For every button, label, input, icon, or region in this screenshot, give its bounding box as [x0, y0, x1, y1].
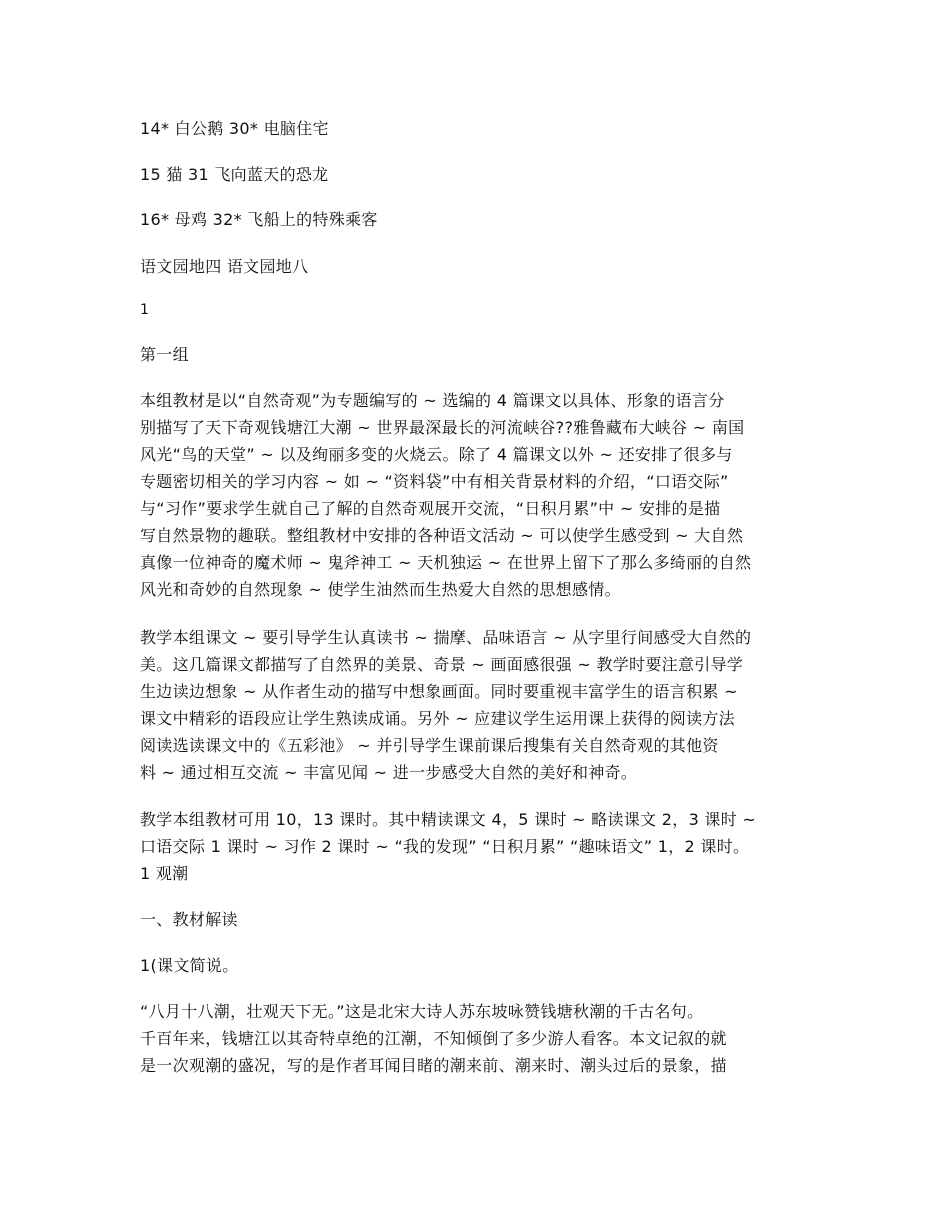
lesson-title: 1 观潮	[140, 864, 189, 883]
paragraph-line: 阅读选读课文中的《五彩池》 ~ 并引导学生课前课后搜集有关自然奇观的其他资	[140, 736, 719, 755]
paragraph-line: 风光和奇妙的自然现象 ~ 使学生油然而生热爱大自然的思想感情。	[140, 580, 621, 599]
paragraph-line: 风光“鸟的天堂” ~ 以及绚丽多变的火烧云。除了 4 篇课文以外 ~ 还安排了很多与	[140, 445, 733, 464]
toc-row-3: 16* 母鸡 32* 飞船上的特殊乘客	[140, 210, 378, 229]
paragraph-line: 教学本组课文 ~ 要引导学生认真读书 ~ 揣摩、品味语言 ~ 从字里行间感受大自然的	[140, 628, 752, 647]
section-heading: 一、教材解读	[140, 910, 238, 929]
paragraph-line: 专题密切相关的学习内容 ~ 如 ~ “资料袋”中有相关背景材料的介绍，“口语交际”	[140, 472, 729, 491]
paragraph-line: “八月十八潮，壮观天下无。”这是北宋大诗人苏东坡咏赞钱塘秋潮的千古名句。	[140, 1002, 704, 1021]
paragraph-line: 教学本组教材可用 10，13 课时。其中精读课文 4，5 课时 ~ 略读课文 2，3 课时 ~	[140, 810, 757, 829]
paragraph-line: 生边读边想象 ~ 从作者生动的描写中想象画面。同时要重视丰富学生的语言积累 ~	[140, 682, 738, 701]
paragraph-line: 口语交际 1 课时 ~ 习作 2 课时 ~ “我的发现” “日积月累” “趣味语文” 1，2 课时。	[140, 837, 750, 856]
paragraph-2	[140, 624, 812, 786]
paragraph-line: 真像一位神奇的魔术师 ~ 鬼斧神工 ~ 天机独运 ~ 在世界上留下了那么多绮丽的自然	[140, 553, 752, 572]
paragraph-line: 千百年来，钱塘江以其奇特卓绝的江潮，不知倾倒了多少游人看客。本文记叙的就	[140, 1029, 727, 1048]
paragraph-1	[140, 387, 812, 603]
paragraph-line: 别描写了天下奇观钱塘江大潮 ~ 世界最深最长的河流峡谷??雅鲁藏布大峡谷 ~ 南国	[140, 418, 745, 437]
paragraph-line: 本组教材是以“自然奇观”为专题编写的 ~ 选编的 4 篇课文以具体、形象的语言分	[140, 391, 725, 410]
toc-row-2: 15 猫 31 飞向蓝天的恐龙	[140, 165, 329, 184]
paragraph-line: 课文中精彩的语段应让学生熟读成诵。另外 ~ 应建议学生运用课上获得的阅读方法	[140, 709, 735, 728]
toc-row-1: 14* 白公鹅 30* 电脑住宅	[140, 119, 329, 138]
paragraph-line: 写自然景物的趣联。整组教材中安排的各种语文活动 ~ 可以使学生感受到 ~ 大自然	[140, 526, 744, 545]
paragraph-line: 美。这几篇课文都描写了自然界的美景、奇景 ~ 画面感很强 ~ 教学时要注意引导学	[140, 655, 744, 674]
subsection-heading: 1(课文简说。	[140, 956, 239, 975]
paragraph-line: 料 ~ 通过相互交流 ~ 丰富见闻 ~ 进一步感受大自然的美好和神奇。	[140, 763, 638, 782]
toc-row-4: 语文园地四 语文园地八	[140, 257, 309, 276]
paragraph-line: 与“习作”要求学生就自己了解的自然奇观展开交流，“日积月累”中 ~ 安排的是描	[140, 499, 721, 518]
paragraph-4	[140, 998, 812, 1079]
page-number: 1	[140, 302, 150, 318]
paragraph-line: 是一次观潮的盛况，写的是作者耳闻目睹的潮来前、潮来时、潮头过后的景象，描	[140, 1056, 727, 1075]
paragraph-3	[140, 806, 812, 887]
group-title: 第一组	[140, 345, 189, 364]
